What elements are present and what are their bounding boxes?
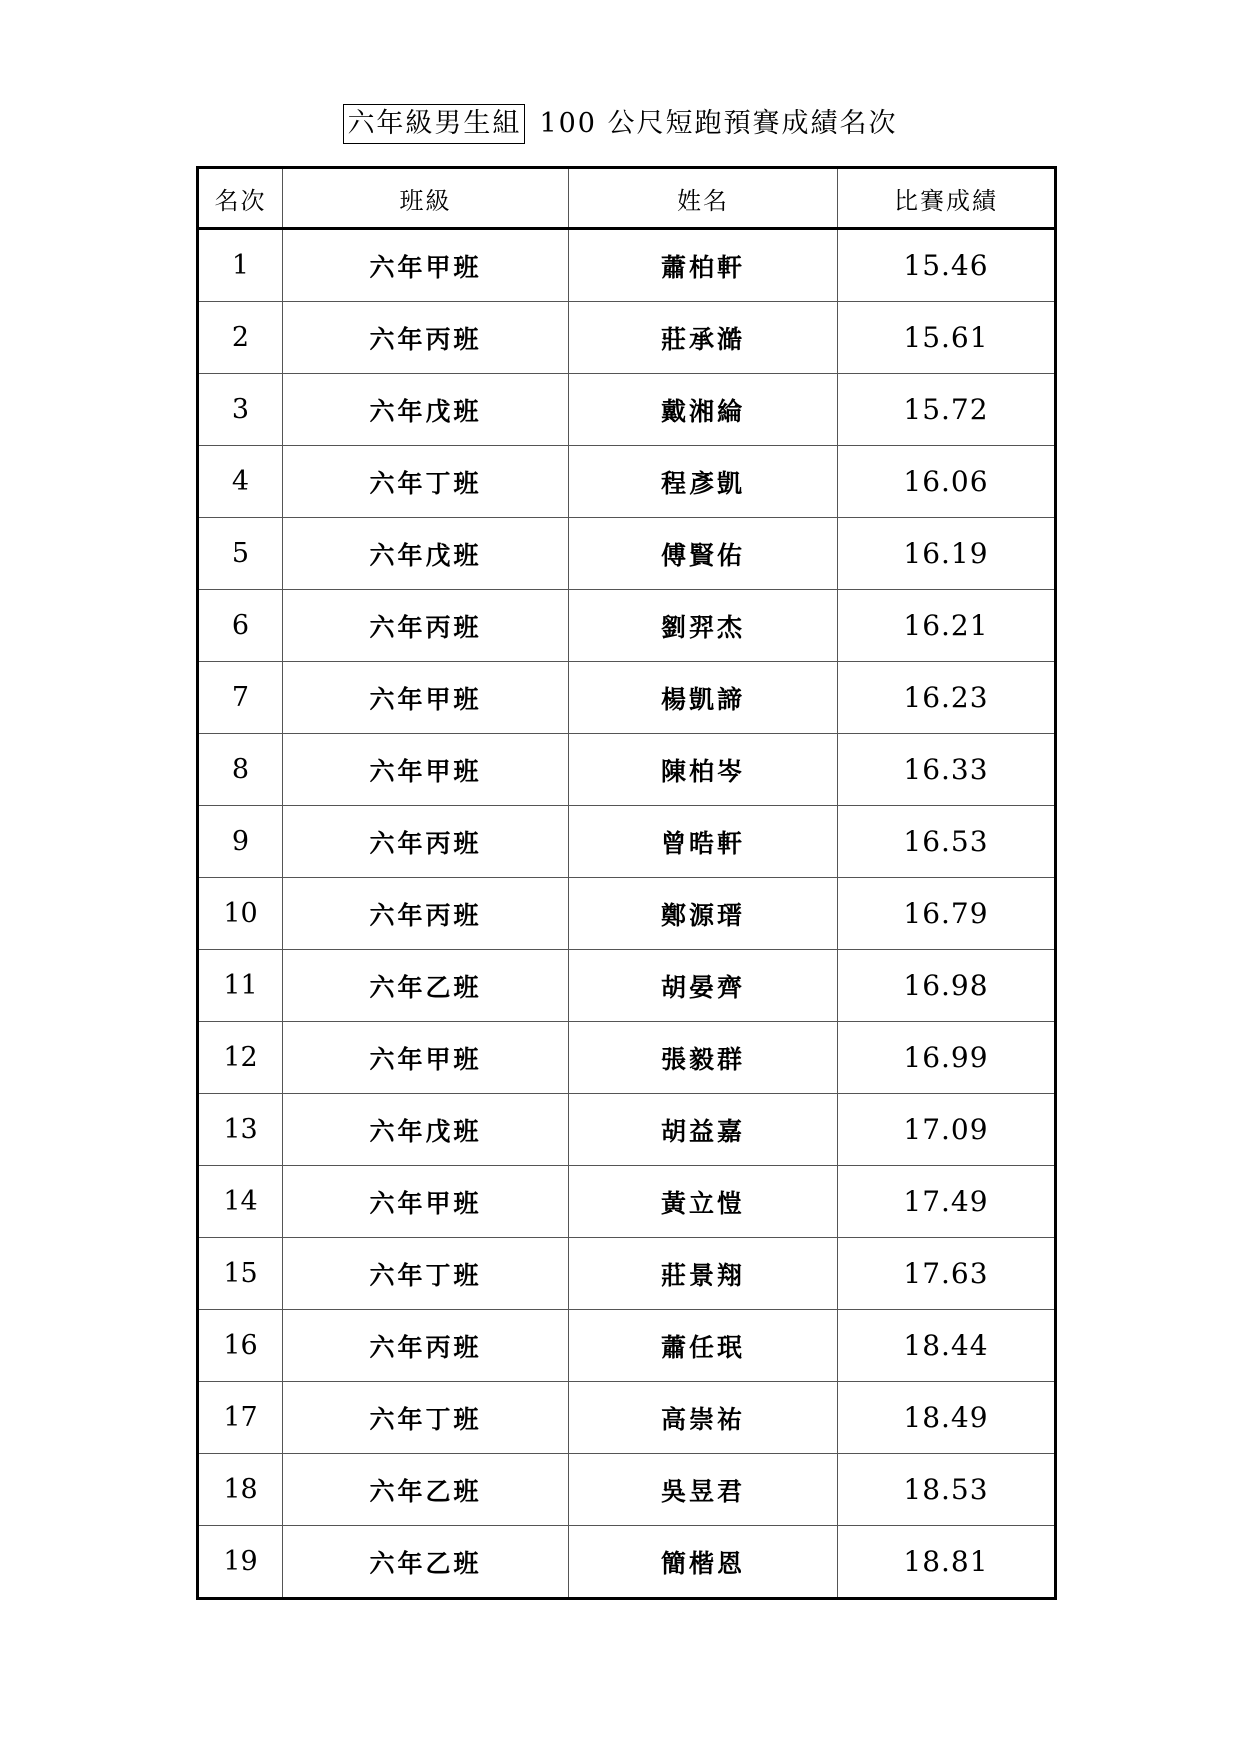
cell-class: 六年甲班 [283,1022,569,1094]
cell-name: 蕭任珉 [569,1310,838,1382]
cell-rank: 16 [198,1310,283,1382]
cell-name: 吳昱君 [569,1454,838,1526]
cell-name: 張毅群 [569,1022,838,1094]
cell-class: 六年丙班 [283,590,569,662]
title-event: 100 公尺短跑預賽成績名次 [539,108,898,139]
cell-class: 六年乙班 [283,1454,569,1526]
table-row [198,950,1056,1022]
cell-rank: 2 [198,302,283,374]
table-row [198,662,1056,734]
table-row [198,1166,1056,1238]
cell-score: 15.46 [838,229,1056,302]
table-row [198,302,1056,374]
results-table [196,166,1057,1600]
cell-name: 胡晏齊 [569,950,838,1022]
cell-name: 蕭柏軒 [569,229,838,302]
cell-rank: 8 [198,734,283,806]
table-row [198,1238,1056,1310]
cell-rank: 5 [198,518,283,590]
cell-name: 楊凱諦 [569,662,838,734]
cell-class: 六年丙班 [283,302,569,374]
cell-rank: 9 [198,806,283,878]
cell-name: 戴湘綸 [569,374,838,446]
cell-class: 六年戊班 [283,518,569,590]
cell-rank: 4 [198,446,283,518]
cell-score: 16.06 [838,446,1056,518]
cell-rank: 12 [198,1022,283,1094]
table-row [198,1022,1056,1094]
table-row [198,1094,1056,1166]
cell-name: 簡楷恩 [569,1526,838,1599]
cell-score: 16.21 [838,590,1056,662]
cell-rank: 15 [198,1238,283,1310]
cell-score: 17.63 [838,1238,1056,1310]
cell-class: 六年乙班 [283,950,569,1022]
header-class: 班級 [283,168,569,229]
cell-score: 18.53 [838,1454,1056,1526]
cell-name: 曾晧軒 [569,806,838,878]
cell-class: 六年丁班 [283,1238,569,1310]
cell-name: 高崇祐 [569,1382,838,1454]
cell-class: 六年戊班 [283,374,569,446]
cell-rank: 11 [198,950,283,1022]
cell-name: 傅賢佑 [569,518,838,590]
table-row [198,1454,1056,1526]
cell-class: 六年丙班 [283,1310,569,1382]
cell-rank: 19 [198,1526,283,1599]
cell-rank: 17 [198,1382,283,1454]
table-row [198,878,1056,950]
cell-class: 六年乙班 [283,1526,569,1599]
cell-name: 黃立愷 [569,1166,838,1238]
table-row [198,446,1056,518]
cell-class: 六年甲班 [283,1166,569,1238]
cell-rank: 1 [198,229,283,302]
header-row [198,168,1056,229]
cell-rank: 7 [198,662,283,734]
cell-score: 16.33 [838,734,1056,806]
cell-name: 程彥凱 [569,446,838,518]
cell-class: 六年甲班 [283,734,569,806]
cell-score: 18.44 [838,1310,1056,1382]
cell-score: 16.53 [838,806,1056,878]
title-division-box: 六年級男生組 [343,104,525,144]
cell-class: 六年丁班 [283,446,569,518]
cell-score: 16.79 [838,878,1056,950]
cell-class: 六年丙班 [283,878,569,950]
cell-rank: 3 [198,374,283,446]
header-score: 比賽成績 [838,168,1056,229]
cell-rank: 10 [198,878,283,950]
table-row [198,229,1056,302]
table-row [198,518,1056,590]
table-row [198,590,1056,662]
cell-score: 15.72 [838,374,1056,446]
cell-score: 16.98 [838,950,1056,1022]
cell-class: 六年戊班 [283,1094,569,1166]
cell-class: 六年丙班 [283,806,569,878]
cell-rank: 6 [198,590,283,662]
header-rank: 名次 [198,168,283,229]
cell-score: 18.49 [838,1382,1056,1454]
cell-class: 六年甲班 [283,229,569,302]
table-row [198,734,1056,806]
cell-score: 16.19 [838,518,1056,590]
cell-score: 16.23 [838,662,1056,734]
cell-name: 鄭源瑨 [569,878,838,950]
cell-name: 胡益嘉 [569,1094,838,1166]
table-row [198,1526,1056,1599]
cell-name: 劉羿杰 [569,590,838,662]
table-row [198,374,1056,446]
cell-score: 17.49 [838,1166,1056,1238]
cell-name: 陳柏岑 [569,734,838,806]
cell-name: 莊承澔 [569,302,838,374]
header-name: 姓名 [569,168,838,229]
table-row [198,1310,1056,1382]
cell-class: 六年丁班 [283,1382,569,1454]
cell-score: 16.99 [838,1022,1056,1094]
cell-rank: 18 [198,1454,283,1526]
table-row [198,806,1056,878]
cell-rank: 13 [198,1094,283,1166]
cell-class: 六年甲班 [283,662,569,734]
cell-name: 莊景翔 [569,1238,838,1310]
cell-score: 15.61 [838,302,1056,374]
cell-rank: 14 [198,1166,283,1238]
cell-score: 17.09 [838,1094,1056,1166]
table-row [198,1382,1056,1454]
cell-score: 18.81 [838,1526,1056,1599]
page-title [0,104,1241,144]
